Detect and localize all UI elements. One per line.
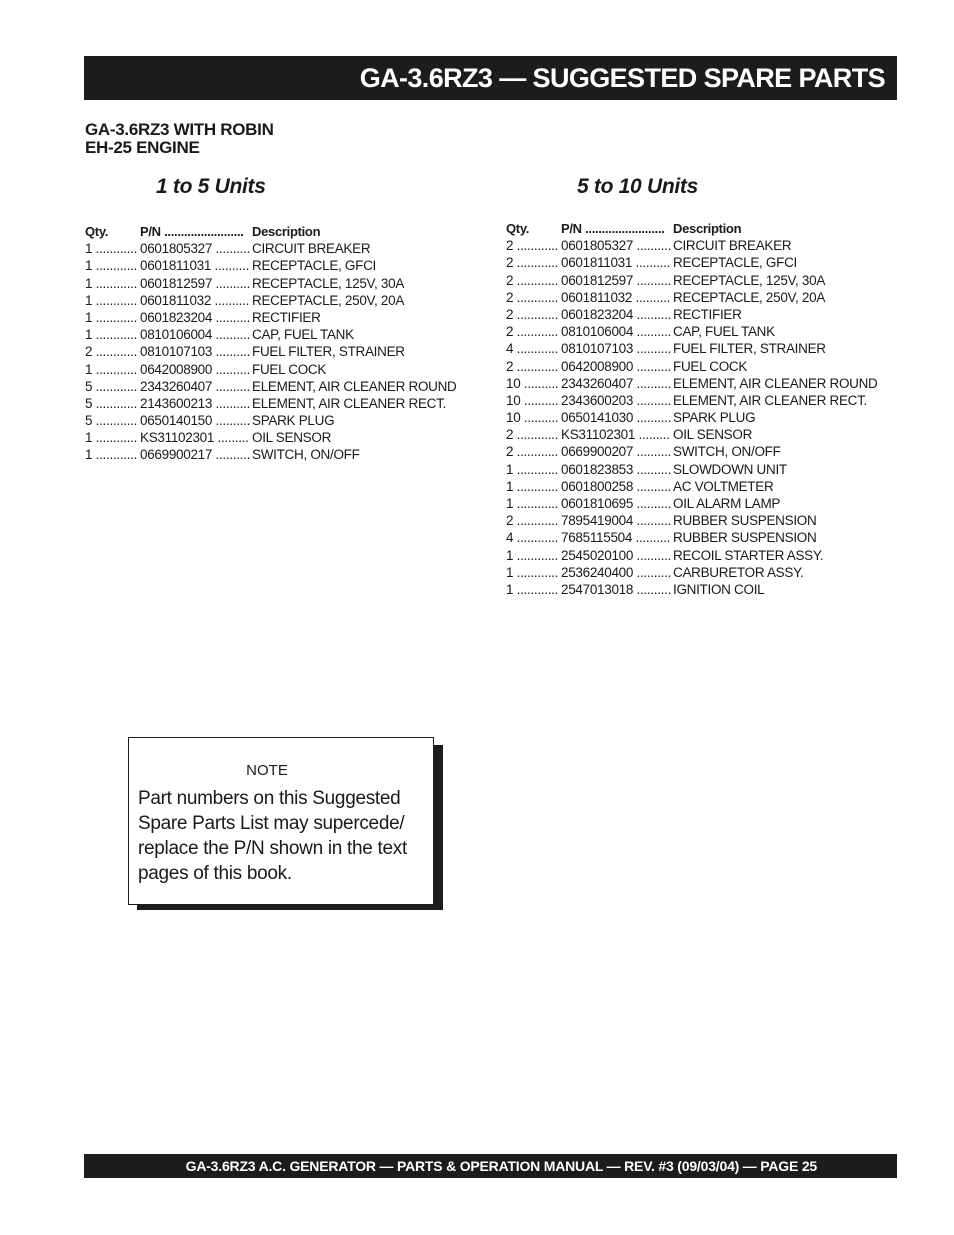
- part-description: FUEL FILTER, STRAINER: [252, 344, 405, 360]
- part-description: CAP, FUEL TANK: [673, 324, 775, 340]
- section-heading-1-to-5: 1 to 5 Units: [156, 175, 266, 198]
- model-subtitle: [85, 121, 274, 157]
- part-row: [506, 581, 878, 598]
- part-row: [85, 257, 457, 274]
- pn-header: P/N ........................: [561, 221, 665, 236]
- part-qty: 4 ............: [506, 341, 559, 357]
- part-row: [506, 547, 878, 564]
- part-description: RECTIFIER: [252, 309, 321, 325]
- part-description: RECEPTACLE, 250V, 20A: [252, 292, 405, 308]
- part-number: 2343600203 ..........: [561, 392, 672, 408]
- part-row: [506, 254, 878, 271]
- part-number: 0810107103 ..........: [140, 344, 251, 360]
- part-description: CIRCUIT BREAKER: [252, 241, 371, 257]
- part-qty: 1 ............: [85, 309, 138, 325]
- part-qty: 2 ............: [85, 344, 138, 360]
- part-qty: 2 ............: [506, 358, 559, 374]
- part-number: 0669900217 ..........: [140, 447, 251, 463]
- part-description: SWITCH, ON/OFF: [673, 444, 781, 460]
- parts-header-row: [506, 220, 878, 237]
- part-number: 0642008900 ..........: [140, 361, 251, 377]
- part-qty: 10 ..........: [506, 392, 559, 408]
- part-description: ELEMENT, AIR CLEANER RECT.: [673, 392, 868, 408]
- part-row: [85, 446, 457, 463]
- part-row: [506, 478, 878, 495]
- part-number: 0669900207 ..........: [561, 444, 672, 460]
- part-row: [506, 564, 878, 581]
- part-description: SPARK PLUG: [252, 413, 335, 429]
- part-qty: 1 ............: [85, 361, 138, 377]
- part-description: OIL SENSOR: [252, 430, 332, 446]
- footer-bar: [84, 1154, 897, 1178]
- part-row: [506, 358, 878, 375]
- part-qty: 2 ............: [506, 238, 559, 254]
- part-qty: 1 ............: [506, 478, 559, 494]
- qty-header: Qty.: [506, 221, 530, 236]
- part-number: 2343260407 ..........: [140, 378, 251, 394]
- pn-header: P/N ........................: [140, 224, 244, 239]
- part-row: [506, 443, 878, 460]
- part-number: KS31102301 .........: [140, 430, 249, 446]
- part-number: 0601811032 ..........: [561, 289, 671, 305]
- part-number: 0601823204 ..........: [140, 309, 251, 325]
- part-description: RECEPTACLE, 125V, 30A: [673, 272, 826, 288]
- part-row: [506, 495, 878, 512]
- part-number: 0601805327 ..........: [561, 238, 672, 254]
- part-description: ELEMENT, AIR CLEANER ROUND: [252, 378, 457, 394]
- note-box: [128, 737, 434, 905]
- part-row: [506, 323, 878, 340]
- part-number: 2143600213 ..........: [140, 395, 251, 411]
- part-row: [85, 361, 457, 378]
- part-number: 0601800258 ..........: [561, 478, 672, 494]
- part-number: KS31102301 .........: [561, 427, 670, 443]
- part-row: [506, 375, 878, 392]
- part-row: [85, 240, 457, 257]
- part-qty: 1 ............: [506, 564, 559, 580]
- part-description: RECEPTACLE, GFCI: [252, 258, 376, 274]
- part-description: RECEPTACLE, 125V, 30A: [252, 275, 405, 291]
- part-number: 2536240400 ..........: [561, 564, 672, 580]
- part-number: 0601811032 ..........: [140, 292, 250, 308]
- part-row: [506, 306, 878, 323]
- subtitle-line-1: GA-3.6RZ3 WITH ROBIN: [85, 120, 274, 139]
- part-qty: 1 ............: [85, 447, 138, 463]
- part-qty: 4 ............: [506, 530, 559, 546]
- part-number: 0601811031 ..........: [561, 255, 671, 271]
- note-text: Part numbers on this Suggested Spare Parts List may supercede/ replace the P/N shown in the text pages of this book.: [138, 788, 407, 884]
- part-description: FUEL COCK: [673, 358, 748, 374]
- part-row: [85, 429, 457, 446]
- part-description: RECEPTACLE, 250V, 20A: [673, 289, 826, 305]
- part-number: 0601823853 ..........: [561, 461, 672, 477]
- part-row: [85, 309, 457, 326]
- part-number: 0601823204 ..........: [561, 306, 672, 322]
- note-title: NOTE: [246, 762, 288, 779]
- part-qty: 5 ............: [85, 413, 138, 429]
- section-heading-5-to-10: 5 to 10 Units: [577, 175, 698, 198]
- part-number: 0601805327 ..........: [140, 241, 251, 257]
- part-description: FUEL FILTER, STRAINER: [673, 341, 826, 357]
- footer-text: GA-3.6RZ3 A.C. GENERATOR — PARTS & OPERATION MANUAL — REV. #3 (09/03/04) — PAGE 25: [185, 1158, 817, 1174]
- part-description: SWITCH, ON/OFF: [252, 447, 360, 463]
- part-row: [85, 292, 457, 309]
- part-qty: 5 ............: [85, 395, 138, 411]
- part-description: OIL ALARM LAMP: [673, 496, 781, 511]
- part-row: [506, 529, 878, 546]
- part-number: 0650140150 ..........: [140, 413, 251, 429]
- part-qty: 5 ............: [85, 378, 138, 394]
- page-title: GA-3.6RZ3 — SUGGESTED SPARE PARTS: [359, 62, 885, 93]
- part-number: 0650141030 ..........: [561, 410, 672, 426]
- part-description: OIL SENSOR: [673, 427, 753, 443]
- part-qty: 2 ............: [506, 289, 559, 305]
- part-description: SLOWDOWN UNIT: [673, 461, 787, 477]
- part-qty: 2 ............: [506, 306, 559, 322]
- part-qty: 10 ..........: [506, 375, 559, 391]
- part-row: [506, 409, 878, 426]
- part-qty: 2 ............: [506, 255, 559, 271]
- part-qty: 10 ..........: [506, 410, 559, 426]
- page-title-bar: [84, 56, 897, 100]
- part-description: CAP, FUEL TANK: [252, 327, 354, 343]
- part-qty: 1 ............: [85, 327, 138, 343]
- part-row: [85, 395, 457, 412]
- part-description: RUBBER SUSPENSION: [673, 530, 817, 546]
- part-number: 0601810695 ..........: [561, 496, 672, 511]
- part-qty: 1 ............: [506, 496, 559, 511]
- part-number: 0601812597 ..........: [140, 275, 251, 291]
- part-number: 0810106004 ..........: [561, 324, 672, 340]
- part-row: [506, 426, 878, 443]
- parts-header-row: [85, 223, 457, 240]
- qty-header: Qty.: [85, 224, 109, 239]
- part-number: 0601811031 ..........: [140, 258, 250, 274]
- part-description: ELEMENT, AIR CLEANER ROUND: [673, 375, 878, 391]
- part-number: 0810107103 ..........: [561, 341, 672, 357]
- part-number: 0642008900 ..........: [561, 358, 672, 374]
- part-row: [506, 237, 878, 254]
- part-description: ELEMENT, AIR CLEANER RECT.: [252, 395, 447, 411]
- part-number: 0601812597 ..........: [561, 272, 672, 288]
- part-row: [85, 343, 457, 360]
- part-qty: 1 ............: [506, 581, 559, 597]
- part-description: RECOIL STARTER ASSY.: [673, 547, 824, 563]
- part-row: [506, 272, 878, 289]
- parts-list-5-to-10: [506, 220, 878, 598]
- description-header: Description: [673, 221, 742, 236]
- part-qty: 1 ............: [506, 461, 559, 477]
- part-qty: 2 ............: [506, 324, 559, 340]
- part-description: RECEPTACLE, GFCI: [673, 255, 797, 271]
- part-row: [506, 392, 878, 409]
- part-description: SPARK PLUG: [673, 410, 756, 426]
- part-description: AC VOLTMETER: [673, 478, 774, 494]
- part-qty: 1 ............: [85, 292, 138, 308]
- part-description: IGNITION COIL: [673, 581, 765, 597]
- part-row: [85, 275, 457, 292]
- part-description: RUBBER SUSPENSION: [673, 513, 817, 529]
- part-qty: 1 ............: [85, 275, 138, 291]
- part-description: CARBURETOR ASSY.: [673, 564, 804, 580]
- part-number: 0810106004 ..........: [140, 327, 251, 343]
- parts-list-1-to-5: [85, 223, 457, 464]
- part-qty: 2 ............: [506, 427, 559, 443]
- part-number: 7895419004 ..........: [561, 513, 672, 529]
- part-number: 2545020100 ..........: [561, 547, 672, 563]
- part-qty: 2 ............: [506, 272, 559, 288]
- part-row: [85, 378, 457, 395]
- part-qty: 1 ............: [85, 258, 138, 274]
- part-row: [85, 326, 457, 343]
- part-description: CIRCUIT BREAKER: [673, 238, 792, 254]
- part-row: [506, 512, 878, 529]
- part-qty: 1 ............: [506, 547, 559, 563]
- part-number: 2343260407 ..........: [561, 375, 672, 391]
- part-description: FUEL COCK: [252, 361, 327, 377]
- part-row: [506, 289, 878, 306]
- part-row: [85, 412, 457, 429]
- part-number: 7685115504 ..........: [561, 530, 671, 546]
- part-row: [506, 461, 878, 478]
- part-qty: 1 ............: [85, 241, 138, 257]
- part-number: 2547013018 ..........: [561, 581, 672, 597]
- part-qty: 1 ............: [85, 430, 138, 446]
- description-header: Description: [252, 224, 321, 239]
- part-qty: 2 ............: [506, 513, 559, 529]
- part-description: RECTIFIER: [673, 306, 742, 322]
- part-row: [506, 340, 878, 357]
- part-qty: 2 ............: [506, 444, 559, 460]
- subtitle-line-2: EH-25 ENGINE: [85, 138, 200, 157]
